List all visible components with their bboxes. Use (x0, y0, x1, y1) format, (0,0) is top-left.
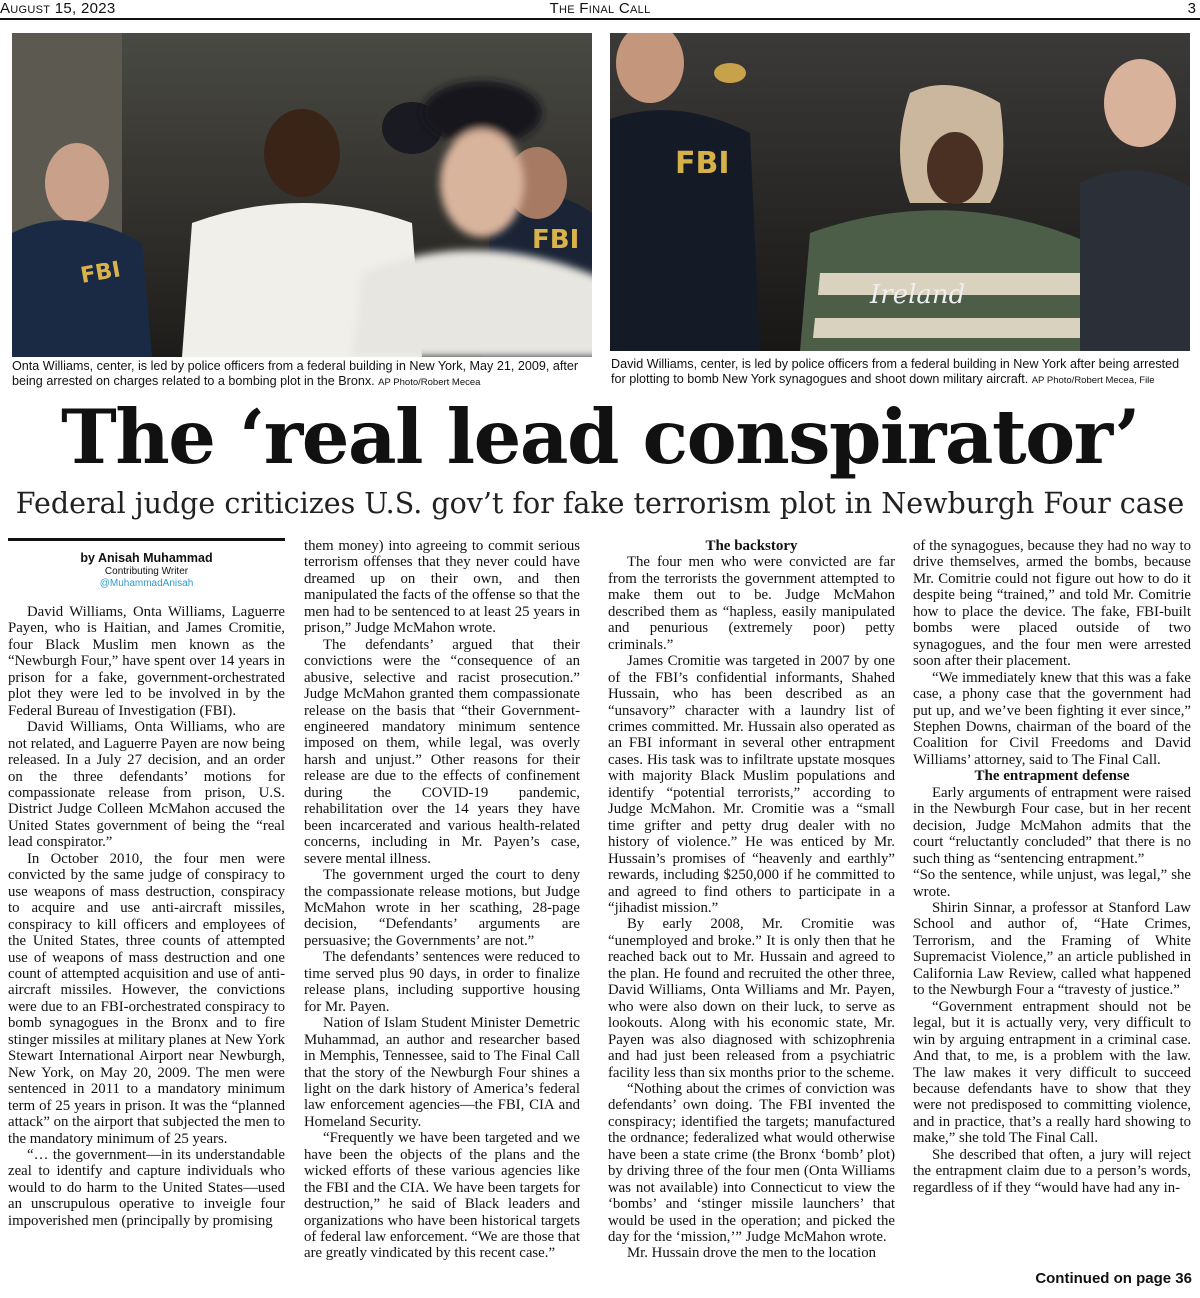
paragraph: By early 2008, Mr. Cromitie was “unemployed and broke.” It is only then that he reached back out to Mr. Hussain and agreed to the plan. He found and recruited the other three, David Williams, Onta Williams and Mr. Payen, who were also down on their luck, to serve as lookouts. Along with his economic state, Mr. Payen was also diagnosed with schizophrenia and had just been released from a psychiatric facility less than six months prior to the scheme. (608, 916, 895, 1081)
photo-left-caption (12, 359, 594, 390)
paragraph: of the synagogues, because they had no way to drive themselves, armed the bombs, because Mr. Comitrie could not figure out how to do it despite being “trained,” and told Mr. Comitrie how to place the device. The fake, FBI-built bombs were placed outside of two synagogues, and the four men were arrested soon after their placement. (913, 538, 1191, 670)
paragraph: them money) into agreeing to commit serious terrorism offenses that they never could have dreamed up on their own, and then manipulated the facts of the offense so that the men had to be sentenced to at least 25 years in prison,” Judge McMahon wrote. (304, 538, 580, 637)
article-column-2 (304, 538, 580, 1262)
paragraph: Mr. Hussain drove the men to the location (627, 1245, 877, 1262)
page-folio (0, 0, 1200, 20)
paragraph: The government urged the court to deny the compassionate release motions, but Judge McMahon wrote in her scathing, 28-page decision, “Defendants’ arguments are persuasive; the Governments’ are not.” (304, 867, 580, 949)
article-column-4 (913, 538, 1191, 1196)
article-column-1 (8, 604, 285, 1229)
paragraph: Early arguments of entrapment were raised in the Newburgh Four case, but in her recent decision, Judge McMahon admits that the court “reluctantly concluded” that there is no such thing as “sentencing entrapment.” (913, 784, 1191, 867)
paragraph: David Williams, Onta Williams, who are not related, and Laguerre Payen are now being released. In a July 27 decision, and an order on the three defendants’ motions for compassionate release from prison, U.S. District Judge Colleen McMahon accused the United States government of being the “real lead conspirator.” (8, 719, 285, 851)
subhead-backstory: The backstory (705, 538, 798, 554)
byline-handle[interactable]: @MuhammadAnisah (99, 578, 194, 589)
paragraph: “We immediately knew that this was a fake case, a phony case that the government had put up, and we’ve been fighting it ever since,” Stephen Downs, chairman of the board of the Coalition for Civil Freedoms and David Williams’ attorney, said to The Final Call. (913, 669, 1191, 768)
paragraph: Shirin Sinnar, a professor at Stanford Law School and author of, “Hate Crimes, Terrorism, and the Framing of White Supremacist Violence,” an article published in California Law Review, called what happened to the Newburgh Four a “travesty of justice.” (913, 899, 1191, 999)
jacket-text-left: FBI (675, 146, 730, 181)
folio-publication: The Final Call (549, 0, 651, 17)
folio-date: August 15, 2023 (0, 0, 116, 17)
paragraph: “Nothing about the crimes of conviction was defendants’ own doing. The FBI invented the conspiracy; identified the targets; manufactured the ordnance; federalized what would otherwise have been a state crime (the Bronx ‘bomb’ plot) by driving three of the four men (Onta Williams was not available) into Connecticut to view the ‘bombs’ and ‘stinger missile launchers’ that would be used in the operation; and picked the day for the ‘mission,’” Judge McMahon wrote. (608, 1080, 895, 1246)
article-column-3 (608, 538, 895, 1262)
photo-illustration (12, 33, 592, 357)
photo-onta-williams (12, 33, 592, 357)
paragraph: The four men who were convicted are far from the terrorists the government attempted to make them out to be. Judge McMahon described them as “hapless, easily manipulated and penurious (extremely poor) petty criminals.” (608, 554, 895, 653)
folio-page-number: 3 (1187, 0, 1196, 17)
photo-credit: AP Photo/Robert Mecea, File (1031, 374, 1155, 386)
paragraph: She described that often, a jury will reject the entrapment claim due to a person’s words, regardless of if they “would have had any in- (913, 1146, 1191, 1196)
paragraph: “… the government—in its understandable zeal to identify and capture individuals who would to do harm to the United States—used an unscrupulous operative to inveigle four impoverished men (principally by promising (8, 1146, 285, 1229)
paragraph: “So the sentence, while unjust, was legal,” she wrote. (913, 867, 1191, 900)
paragraph: The defendants’ sentences were reduced to time served plus 90 days, in order to finalize release plans, including supportive housing for Mr. Payen. (304, 949, 580, 1015)
jacket-text-right: FBI (532, 225, 580, 255)
shirt-text: Ireland (870, 280, 966, 310)
paragraph: David Williams, Onta Williams, Laguerre Payen, who is Haitian, and James Cromitie, four Black Muslim men known as the “Newburgh Four,” have spent over 14 years in prison for a fake, government-orchestrated plot they were led to be involved in by the Federal Bureau of Investigation (FBI). (8, 604, 285, 719)
paragraph: Nation of Islam Student Minister Demetric Muhammad, an author and researcher based in Memphis, Tennessee, said to The Final Call that the story of the Newburgh Four shines a light on the dark history of America’s federal law enforcement agencies—the FBI, CIA and Homeland Security. (304, 1015, 580, 1130)
byline (8, 538, 285, 590)
byline-role: Contributing Writer (104, 566, 189, 577)
paragraph: The defendants’ argued that their convictions were the “consequence of an abusive, selective and racist prosecution.” Judge McMahon granted them compassionate release on the basis that “their Government-engineered mandatory minimum sentence imposed on them, while legal, was overly harsh and unjust.” Other reasons for their release are due to the effects of confinement during the COVID-19 pandemic, rehabilitation over the 14 years they have been incarcerated and various health-related concerns, including in Mr. Payen’s case, severe mental illness. (304, 636, 580, 867)
subhead-entrapment-defense: The entrapment defense (974, 768, 1130, 785)
photo-credit: AP Photo/Robert Mecea (378, 376, 481, 388)
paragraph: “Frequently we have been targeted and we have been the objects of the plans and the wicked efforts of these various agencies like the FBI and the CIA. We have been targets for destruction,” he said of Black leaders and organizations who have been historical targets of federal law enforcement. “We are those that are greatly vindicated by this recent case.” (304, 1130, 580, 1262)
paragraph: James Cromitie was targeted in 2007 by one of the FBI’s confidential informants, Shahed Hussain, who has been described as an “unsavory” character with a laundry list of crimes committed. Mr. Hussain also operated as an FBI informant in several other entrapment cases. His task was to infiltrate upstate mosques with majority Black Muslim populations and identify “potential terrorists,” according to Judge McMahon. Mr. Cromitie was a “small time grifter and petty drug dealer with no history of violence.” He was enticed by Mr. Hussain’s promises of “heavenly and earthly” rewards, including $250,000 if he committed to and agreed to find others to participate in a “jihadist mission.” (608, 653, 895, 916)
jacket-text-left: FBI (78, 257, 123, 289)
continued-jump-line[interactable]: Continued on page 36 (1035, 1270, 1192, 1287)
deck-subheadline: Federal judge criticizes U.S. gov’t for fake terrorism plot in Newburgh Four case (15, 487, 1185, 520)
paragraph: “Government entrapment should not be legal, but it is actually very, very difficult to win by arguing entrapment in a criminal case. And that, to me, is a problem with the law. The law makes it very difficult to succeed because defendants have to show that they were not predisposed to committing violence, and in practice, that’s a really hard showing to make,” she told The Final Call. (913, 998, 1191, 1147)
paragraph: In October 2010, the four men were convicted by the same judge of conspiracy to use weapons of mass destruction, conspiracy to acquire and use anti-aircraft missiles, conspiracy to kill officers and employees of the United States, three counts of attempted use of weapons of mass destruction and one count of attempted acquisition and use of anti-aircraft missiles. However, the convictions were due to an FBI-orchestrated conspiracy to bomb synagogues in the Bronx and to fire stinger missiles at military planes at New York Stewart International Airport near Newburgh, New York, on May 20, 2009. The men were sentenced in 2011 to a mandatory minimum term of 25 years in prison. It was the “planned attack” on the airport that subjected the men to the mandatory minimum of 25 years. (8, 850, 285, 1147)
byline-name: by Anisah Muhammad (80, 551, 213, 565)
caption-text: David Williams, center, is led by police officers from a federal building in New York after being arrested for plotting to bomb New York synagogues and shoot down military aircraft. (611, 357, 1180, 386)
caption-text: Onta Williams, center, is led by police officers from a federal building in New York, May 21, 2009, after being arrested on charges related to a bombing plot in the Bronx. (12, 359, 579, 388)
photo-david-williams (610, 33, 1190, 351)
photo-illustration (610, 33, 1190, 351)
photo-right-caption (611, 357, 1191, 388)
headline: The ‘real lead conspirator’ (60, 393, 1140, 481)
